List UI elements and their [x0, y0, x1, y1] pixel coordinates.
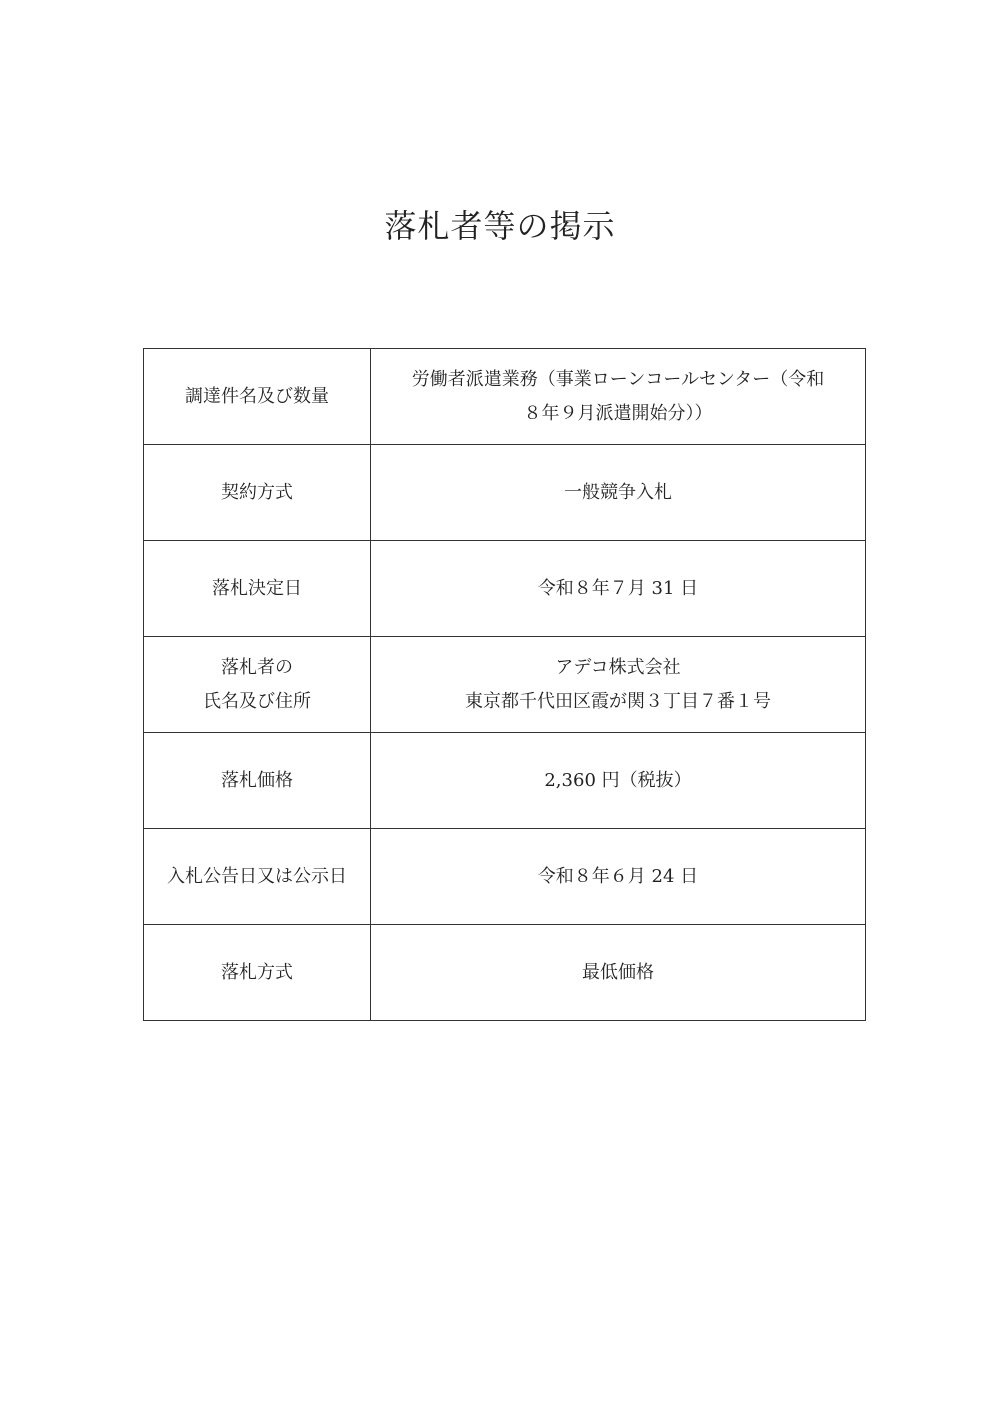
- value-line: 一般競争入札: [564, 481, 672, 503]
- label-line: 落札価格: [221, 769, 293, 791]
- row-value: [371, 829, 866, 925]
- label-line: 氏名及び住所: [203, 690, 311, 712]
- table-row-winner: [144, 637, 866, 733]
- table-row-award-date: [144, 541, 866, 637]
- award-info-table: [143, 348, 866, 1021]
- label-line: 落札者の: [221, 656, 293, 678]
- label-line: 落札方式: [221, 961, 293, 983]
- label-line: 契約方式: [221, 481, 293, 503]
- table-row-contract-method: [144, 445, 866, 541]
- row-label: [144, 733, 371, 829]
- row-value: [371, 637, 866, 733]
- table-row-procurement-subject: [144, 349, 866, 445]
- row-value: [371, 925, 866, 1021]
- label-line: 落札決定日: [212, 577, 302, 599]
- row-value: [371, 733, 866, 829]
- row-label: [144, 829, 371, 925]
- value-line: 2,360 円（税抜）: [544, 769, 692, 791]
- row-label: [144, 637, 371, 733]
- row-label: [144, 445, 371, 541]
- value-line: 最低価格: [582, 961, 654, 983]
- table-row-award-price: [144, 733, 866, 829]
- value-line: 令和８年６月 24 日: [537, 865, 699, 887]
- row-value: [371, 445, 866, 541]
- value-line: アデコ株式会社: [555, 656, 681, 678]
- page-title: 落札者等の掲示: [384, 207, 616, 245]
- row-label: [144, 349, 371, 445]
- value-line: 労働者派遣業務（事業ローンコールセンター（令和: [411, 368, 825, 390]
- row-label: [144, 541, 371, 637]
- table-row-award-method: [144, 925, 866, 1021]
- table-row-notice-date: [144, 829, 866, 925]
- value-line: 令和８年７月 31 日: [537, 577, 699, 599]
- row-value: [371, 349, 866, 445]
- value-line: 東京都千代田区霞が関３丁目７番１号: [465, 690, 771, 712]
- row-label: [144, 925, 371, 1021]
- label-line: 調達件名及び数量: [185, 385, 329, 407]
- value-line: ８年９月派遣開始分））: [523, 402, 713, 424]
- row-value: [371, 541, 866, 637]
- label-line: 入札公告日又は公示日: [167, 865, 347, 887]
